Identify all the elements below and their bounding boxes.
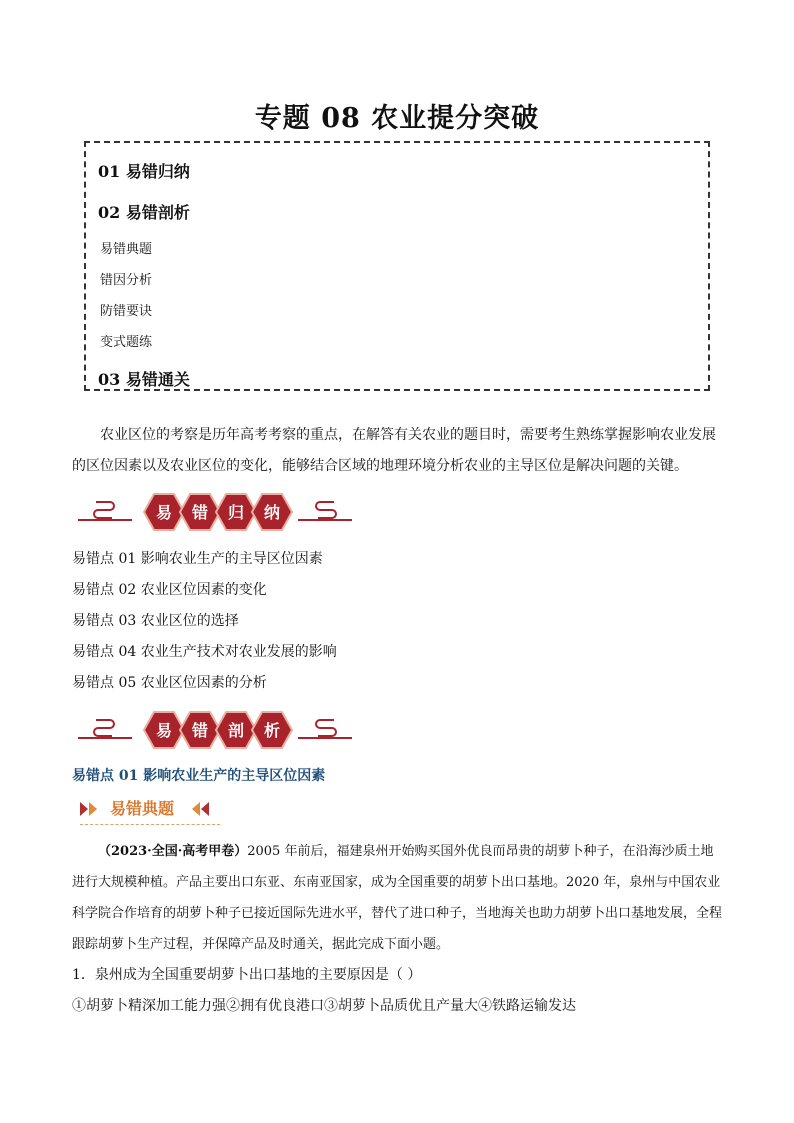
banner-left-ornament xyxy=(78,502,132,520)
toc-item[interactable]: 错因分析 xyxy=(100,273,153,288)
banner-right-ornament xyxy=(298,720,352,738)
toc-item[interactable]: 防错要诀 xyxy=(100,304,153,319)
question-passage xyxy=(72,836,724,960)
toc-heading-3[interactable]: 03 易错通关 xyxy=(98,370,190,389)
error-points-list xyxy=(72,544,337,699)
double-arrow-left-icon xyxy=(192,802,216,816)
typical-question-label xyxy=(80,794,220,825)
section-banner-1 xyxy=(76,490,354,534)
intro-paragraph: 农业区位的考察是历年高考考察的重点，在解答有关农业的题目时，需要考生熟练掌握影响农业发展的区位因素以及农业区位的变化，能够结合区域的地理环境分析农业的主导区位是解决问题的关键。 xyxy=(72,427,716,474)
banner-char: 归 xyxy=(227,503,245,522)
banner-char: 易 xyxy=(155,721,173,740)
list-item: 易错点 03 农业区位的选择 xyxy=(72,613,239,629)
question-1: 1．泉州成为全国重要胡萝卜出口基地的主要原因是（ ） xyxy=(72,967,422,983)
table-of-contents xyxy=(84,141,710,391)
banner-char: 析 xyxy=(263,721,281,740)
question-source: （2023·全国·高考甲卷） xyxy=(98,844,248,859)
banner-char: 错 xyxy=(191,503,209,522)
list-item: 易错点 01 影响农业生产的主导区位因素 xyxy=(72,551,323,567)
list-item: 易错点 04 农业生产技术对农业发展的影响 xyxy=(72,644,337,660)
list-item: 易错点 05 农业区位因素的分析 xyxy=(72,675,267,691)
banner-char: 剖 xyxy=(227,721,245,740)
banner-char: 易 xyxy=(155,503,173,522)
page-title: 专题 08 农业提分突破 xyxy=(254,103,540,134)
toc-heading-1[interactable]: 01 易错归纳 xyxy=(98,162,190,181)
section-banner-2 xyxy=(76,708,354,752)
toc-item[interactable]: 易错典题 xyxy=(100,242,153,257)
question-text: 2005 年前后，福建泉州开始购买国外优良而昂贵的胡萝卜种子，在沿海沙质土地进行大规模种植。产品主要出口东亚、东南亚国家，成为全国重要的胡萝卜出口基地。2020 年，泉州与中国农业科学院合作培育的胡萝卜种子已接近国际先进水平，替代了进口种子，当地海关也助力胡萝卜出口基地发展，全程跟踪胡萝卜生产过程，并保障产品及时通关，据此完成下面小题。 xyxy=(72,844,723,952)
banner-right-ornament xyxy=(298,502,352,520)
toc-item[interactable]: 变式题练 xyxy=(100,335,153,350)
banner-left-ornament xyxy=(78,720,132,738)
label-text: 易错典题 xyxy=(110,799,175,818)
error-point-heading: 易错点 01 影响农业生产的主导区位因素 xyxy=(72,768,326,784)
toc-heading-2[interactable]: 02 易错剖析 xyxy=(98,203,190,222)
question-1-options: ①胡萝卜精深加工能力强②拥有优良港口③胡萝卜品质优且产量大④铁路运输发达 xyxy=(72,998,576,1014)
banner-char: 错 xyxy=(191,721,209,740)
double-arrow-right-icon xyxy=(80,802,104,816)
list-item: 易错点 02 农业区位因素的变化 xyxy=(72,582,267,598)
banner-char: 纳 xyxy=(263,503,281,522)
